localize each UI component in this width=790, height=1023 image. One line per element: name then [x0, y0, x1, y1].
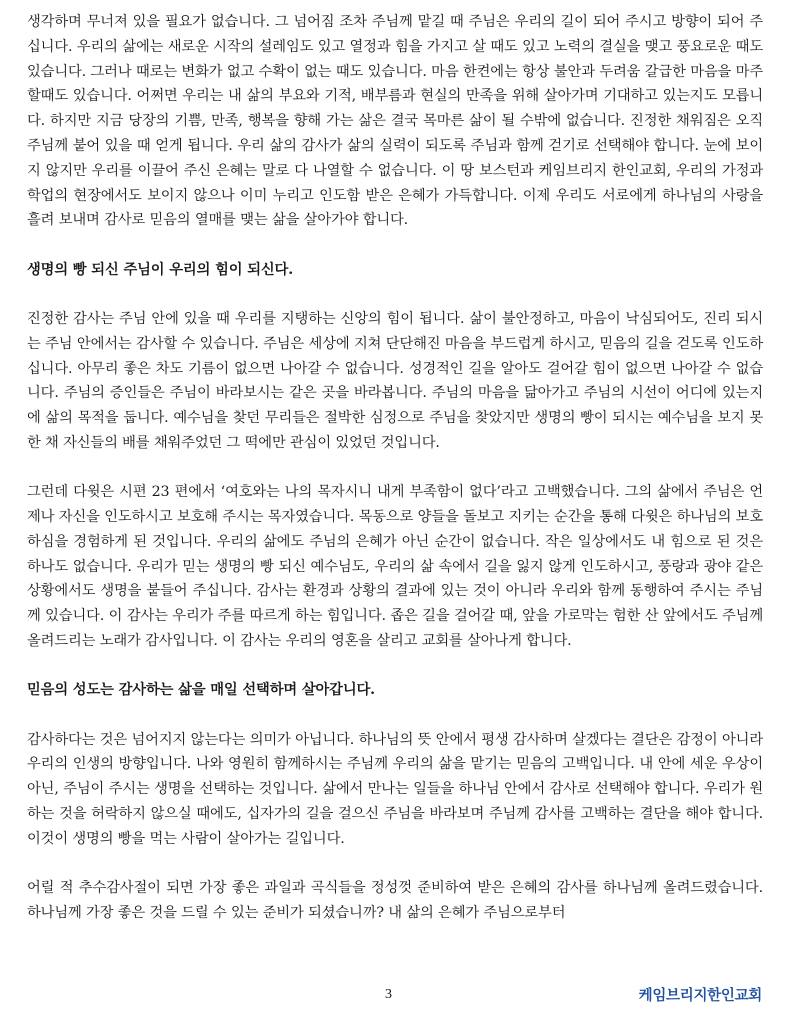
page-number: 3 [385, 987, 392, 1002]
paragraph-spacer [27, 282, 763, 307]
document-body [27, 10, 763, 926]
section-heading: 생명의 빵 되신 주님이 우리의 힘이 되신다. [27, 261, 294, 278]
section-heading: 믿음의 성도는 감사하는 삶을 매일 선택하며 살아갑니다. [27, 682, 375, 699]
church-name: 케임브리지한인교회 [638, 988, 762, 1004]
paragraph-spacer [27, 654, 763, 679]
paragraph-spacer [27, 456, 763, 481]
paragraph: 어릴 적 추수감사절이 되면 가장 좋은 과일과 곡식들을 정성껏 준비하여 받은 은혜의 감사를 하나님께 올려드렸습니다. 하나님께 가장 좋은 것을 드릴 수 있는 준비가 되셨습니까? 내 삶의 은혜가 주님으로부터 [27, 880, 763, 921]
paragraph-spacer [27, 703, 763, 728]
paragraph: 그런데 다윗은 시편 23 편에서 ‘여호와는 나의 목자시니 내게 부족함이 없다’라고 고백했습니다. 그의 삶에서 주님은 언제나 자신을 인도하시고 보호해 주시는 목자였습니다. 목동으로 양들을 돌보고 지키는 순간을 통해 다윗은 하나님의 보호하심을 경험하게 된 것입니다. 우리의 삶에도 주님의 은혜가 아닌 순간이 없습니다. 작은 일상에서도 내 힘으로 된 것은 하나도 없습니다. 우리가 믿는 생명의 빵 되신 예수님도, 우리의 삶 속에서 길을 잃지 않게 인도하시고, 풍랑과 광야 같은 상황에서도 생명을 붙들어 주십니다. 감사는 환경과 상황의 결과에 있는 것이 아니라 우리와 함께 동행하여 주시는 주님께 있습니다. 이 감사는 우리가 주를 따르게 하는 힘입니다. 좁은 길을 걸어갈 때, 앞을 가로막는 험한 산 앞에서도 주님께 올려드리는 노래가 감사입니다. 이 감사는 우리의 영혼을 살리고 교회를 살아나게 합니다. [27, 484, 763, 650]
paragraph-spacer [27, 852, 763, 877]
paragraph: 감사하다는 것은 넘어지지 않는다는 의미가 아닙니다. 하나님의 뜻 안에서 평생 감사하며 살겠다는 결단은 감정이 아니라 우리의 인생의 방향입니다. 나와 영원히 함께하시는 주님께 우리의 삶을 맡기는 믿음의 고백입니다. 내 안에 세운 우상이 아닌, 주님이 주시는 생명을 선택하는 것입니다. 삶에서 만나는 일들을 하나님 안에서 감사로 선택해야 합니다. 우리가 원하는 것을 허락하지 않으실 때에도, 십자가의 길을 걸으신 주님을 바라보며 주님께 감사를 고백하는 결단을 해야 합니다. 이것이 생명의 빵을 먹는 사람이 살아가는 길입니다. [27, 731, 763, 847]
paragraph-spacer [27, 233, 763, 258]
paragraph: 생각하며 무너져 있을 필요가 없습니다. 그 넘어짐 조차 주님께 맡길 때 주님은 우리의 길이 되어 주시고 방향이 되어 주십니다. 우리의 삶에는 새로운 시작의 설레임도 있고 열정과 힘을 가지고 살 때도 있고 노력의 결실을 맺고 풍요로운 때도 있습니다. 그러나 때로는 변화가 없고 수확이 없는 때도 있습니다. 마음 한켠에는 항상 불안과 두려움 갈급한 마음을 마주할때도 있습니다. 어쩌면 우리는 내 삶의 부요와 기적, 배부름과 현실의 만족을 위해 살아가며 기대하고 있는지도 모릅니다. 하지만 지금 당장의 기쁨, 만족, 행복을 향해 가는 삶은 결국 목마른 삶이 될 수밖에 없습니다. 진정한 채워짐은 오직 주님께 붙어 있을 때 얻게 됩니다. 우리 삶의 감사가 삶의 실력이 되도록 주님과 함께 걷기로 선택해야 합니다. 눈에 보이지 않지만 우리를 이끌어 주신 은혜는 말로 다 나열할 수 없습니다. 이 땅 보스턴과 케임브리지 한인교회, 우리의 가정과 학업의 현장에서도 보이지 않으나 이미 누리고 인도함 받은 은혜가 가득합니다. 이제 우리도 서로에게 하나님의 사랑을 흘려 보내며 감사로 믿음의 열매를 맺는 삶을 살아가야 합니다. [27, 14, 763, 229]
paragraph: 진정한 감사는 주님 안에 있을 때 우리를 지탱하는 신앙의 힘이 됩니다. 삶이 불안정하고, 마음이 낙심되어도, 진리 되시는 주님 안에서는 감사할 수 있습니다. 주님은 세상에 지쳐 단단해진 마음을 부드럽게 하시고, 믿음의 길을 걷도록 인도하십니다. 아무리 좋은 차도 기름이 없으면 나아갈 수 없습니다. 성경적인 길을 알아도 걸어갈 힘이 없으면 나아갈 수 없습니다. 주님의 증인들은 주님이 바라보시는 같은 곳을 바라봅니다. 주님의 마음을 닮아가고 주님의 시선이 어디에 있는지에 삶의 목적을 둡니다. 예수님을 찾던 무리들은 절박한 심정으로 주님을 찾았지만 생명의 빵이 되시는 예수님을 보지 못한 채 자신들의 배를 채워주었던 그 떡에만 관심이 있었던 것입니다. [27, 310, 763, 451]
